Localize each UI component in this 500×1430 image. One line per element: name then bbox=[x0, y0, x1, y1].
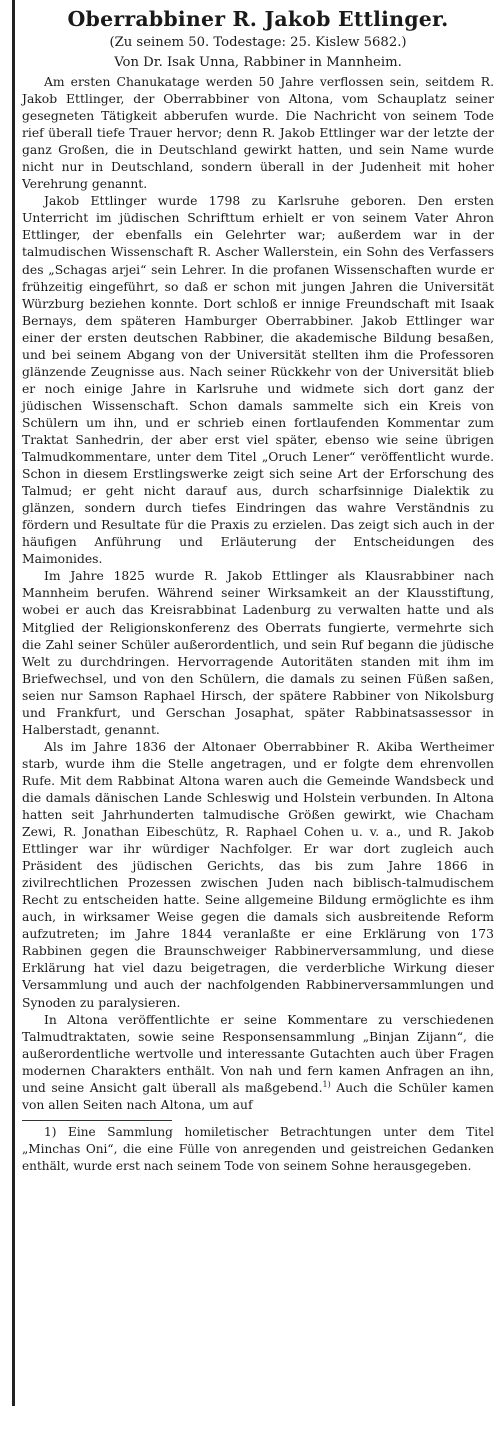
footnote: 1) Eine Sammlung homiletischer Betrachtungen unter dem Titel „Minchas Oni“, die eine Fülle von anregenden und geistreichen Gedanken enthält, wurde erst nach seinem Tode von seinem Sohne herausgegeben. bbox=[22, 1124, 494, 1173]
article-body bbox=[22, 74, 494, 1114]
article-title: Oberrabbiner R. Jakob Ettlinger. bbox=[67, 7, 449, 31]
column-rule bbox=[12, 0, 15, 1406]
paragraph-5-last-sentence: Auch die Schüler kamen von allen Seiten nach Altona, um auf bbox=[22, 1080, 494, 1112]
paragraph-5 bbox=[22, 1012, 494, 1114]
paragraph-2: Jakob Ettlinger wurde 1798 zu Karlsruhe geboren. Den ersten Unterricht im jüdischen Schrifttum erhielt er von seinem Vater Ahron Ettlinger, der ebenfalls ein Gelehrter war; außerdem war in der talmudischen Wissenschaft R. Ascher Wallerstein, ein Sohn des Verfassers des „Schagas arjei“ sein Lehrer. In die profanen Wissenschaften wurde er frühzeitig eingeführt, so daß er schon mit jungen Jahren die Universität Würzburg beziehen konnte. Dort schloß er innige Freundschaft mit Isaak Bernays, dem späteren Hamburger Oberrabbiner. Jakob Ettlinger war einer der ersten deutschen Rabbiner, die akademische Bildung besaßen, und bei seinem Abgang von der Universität stellten ihm die Professoren glänzende Zeugnisse aus. Nach seiner Rückkehr von der Universität blieb er noch einige Jahre in Karlsruhe und widmete sich dort ganz der jüdischen Wissenschaft. Schon damals sammelte sich ein Kreis von Schülern um ihn, und er schrieb einen fortlaufenden Kommentar zum Traktat Sanhedrin, der aber erst viel später, ebenso wie seine übrigen Talmudkommentare, unter dem Titel „Oruch Lener“ veröffentlicht wurde. Schon in diesem Erstlingswerke zeigt sich seine Art der Erforschung des Talmud; er geht nicht darauf aus, durch scharfsinnige Dialektik zu glänzen, sondern durch tiefes Eindringen das wahre Verständnis zu fördern und Resultate für die Praxis zu erzielen. Das zeigt sich auch in der häufigen Anführung und Erläuterung der Entscheidungen des Maimonides. bbox=[22, 194, 494, 567]
article-subtitle: (Zu seinem 50. Todestage: 25. Kislew 5682.) bbox=[109, 35, 407, 50]
paragraph-5-text: In Altona veröffentlichte er seine Kommentare zu verschiedenen Talmudtraktaten, sowie seine Responsensammlung „Binjan Zijann“, die außerordentliche wertvolle und interessante Gutachten auch über Fragen modernen Charakters enthält. Von nah und fern kamen Anfragen an ihn, und seine Ansicht galt überall als maßgebend. bbox=[22, 1012, 494, 1095]
paragraph-3: Im Jahre 1825 wurde R. Jakob Ettlinger als Klausrabbiner nach Mannheim berufen. Während seiner Wirksamkeit an der Klausstiftung, wobei er auch das Kreisrabbinat Ladenburg zu verwalten hatte und als Mitglied der Religionskonferenz des Oberrats fungierte, vermehrte sich die Zahl seiner Schüler außerordentlich, und sein Ruf begann die jüdische Welt zu durchdringen. Hervorragende Autoritäten standen mit ihm im Briefwechsel, und von den Schülern, die damals zu seinen Füßen saßen, seien nur Samson Raphael Hirsch, der spätere Rabbiner von Nikolsburg und Frankfurt, und Gerschan Josaphat, später Rabbinatsassessor in Halberstadt, genannt. bbox=[22, 569, 494, 737]
footnote-marker: 1) bbox=[322, 1079, 331, 1089]
article-author: Von Dr. Isak Unna, Rabbiner in Mannheim. bbox=[114, 55, 402, 70]
footnote-divider bbox=[22, 1120, 172, 1121]
paragraph-4: Als im Jahre 1836 der Altonaer Oberrabbiner R. Akiba Wertheimer starb, wurde ihm die Stelle angetragen, und er folgte dem ehrenvollen Rufe. Mit dem Rabbinat Altona waren auch die Gemeinde Wandsbeck und die damals dänischen Lande Schleswig und Holstein verbunden. In Altona hatten seit Jahrhunderten talmudische Größen gewirkt, wie Chacham Zewi, R. Jonathan Eibeschütz, R. Raphael Cohen u. v. a., und R. Jakob Ettlinger war ihr würdiger Nachfolger. Er war dort zugleich auch Präsident des jüdischen Gerichts, das bis zum Jahre 1866 in zivilrechtlichen Prozessen zwischen Juden nach biblisch-talmudischem Recht zu entscheiden hatte. Seine allgemeine Bildung ermöglichte es ihm auch, in wirksamer Weise gegen die damals sich ausbreitende Reform aufzutreten; im Jahre 1844 veranlaßte er eine Erklärung von 173 Rabbinen gegen die Braunschweiger Rabbinerversammlung, und diese Erklärung hat viel dazu beigetragen, die verderbliche Wirkung dieser Versammlung und auch der nachfolgenden Rabbinerversammlungen und Synoden zu paralysieren. bbox=[22, 739, 494, 1010]
paragraph-1: Am ersten Chanukatage werden 50 Jahre verflossen sein, seitdem R. Jakob Ettlinger, der Oberrabbiner von Altona, vom Schauplatz seiner gesegneten Tätigkeit abberufen wurde. Die Nachricht von seinem Tode rief überall tiefe Trauer hervor; denn R. Jakob Ettlinger war der letzte der ganz Großen, die in Deutschland gewirkt hatten, und sein Name wurde nicht nur in Deutschland, sondern überall in der Judenheit mit hoher Verehrung genannt. bbox=[22, 75, 494, 192]
